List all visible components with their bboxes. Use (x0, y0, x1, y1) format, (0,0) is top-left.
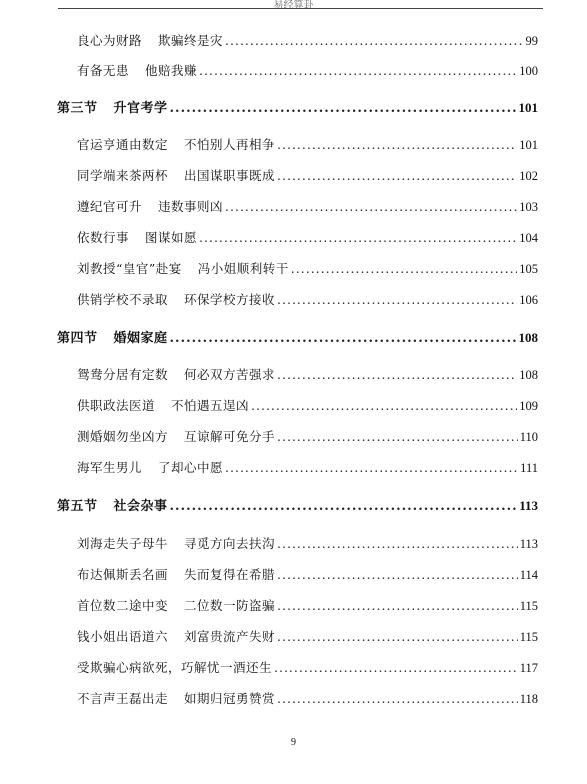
toc-section-heading[interactable] (57, 330, 538, 347)
toc-title-part-a: 供销学校不录取 (77, 292, 169, 307)
toc-dot-leader (277, 168, 517, 184)
toc-entry[interactable] (77, 230, 538, 246)
toc-entry[interactable] (77, 33, 538, 49)
toc-title-part-b: 婚姻家庭 (113, 331, 168, 346)
toc-dot-leader (170, 101, 517, 117)
toc-title-part-a: 同学端来茶两杯 (77, 168, 169, 183)
toc-title (77, 460, 223, 476)
toc-title (77, 660, 272, 676)
toc-title-part-a: 刘海走失子母牛 (77, 536, 169, 551)
toc-title-part-b: 社会杂事 (113, 499, 168, 514)
toc-page-number: 109 (519, 399, 538, 413)
toc-title-part-b: 欺骗终是灾 (158, 33, 224, 48)
toc-page-number: 104 (519, 231, 538, 245)
toc-title-part-b: 何必双方苦强求 (184, 367, 276, 382)
toc-page-number: 105 (519, 262, 538, 276)
toc-title-part-b: 不怕别人再相争 (184, 137, 276, 152)
toc-page-number: 110 (519, 430, 538, 444)
toc-dot-leader (199, 63, 517, 79)
toc-title-part-b: 互谅解可免分手 (184, 429, 276, 444)
toc-title-part-a: 海军生男儿 (77, 460, 143, 475)
toc-page-number: 113 (519, 537, 538, 551)
toc-entry[interactable] (77, 660, 538, 676)
toc-dot-leader (277, 598, 518, 614)
toc-title (77, 292, 275, 308)
toc-section-heading[interactable] (57, 100, 538, 117)
toc-page-number: 103 (519, 200, 538, 214)
toc-entry[interactable] (77, 199, 538, 215)
toc-title-part-a: 官运亨通由数定 (77, 137, 169, 152)
toc-entry[interactable] (77, 429, 538, 445)
toc-title-part-b: 了却心中愿 (158, 460, 224, 475)
toc-dot-leader (251, 398, 517, 414)
toc-title (77, 567, 275, 583)
toc-title (77, 199, 223, 215)
toc-dot-leader (277, 691, 518, 707)
toc-page-number: 108 (519, 368, 538, 382)
toc-title (57, 499, 168, 515)
toc-title-part-a: 受欺骗心病欲死，巧解忧一酒还生 (77, 660, 273, 675)
toc-title-part-a: 刘教授“皇官”赴宴 (77, 261, 182, 276)
toc-page-number: 101 (518, 100, 538, 115)
toc-entry[interactable] (77, 691, 538, 707)
toc-entry[interactable] (77, 63, 538, 79)
toc-title (77, 536, 275, 552)
toc-title (77, 230, 197, 246)
toc-page-number: 111 (520, 461, 538, 475)
toc-entry[interactable] (77, 598, 538, 614)
toc-page-number: 102 (519, 169, 538, 183)
toc-section-heading[interactable] (57, 498, 538, 515)
toc-title-part-b: 刘富贵流产失财 (184, 629, 276, 644)
toc-entry[interactable] (77, 367, 538, 383)
toc-dot-leader (277, 536, 518, 552)
toc-page-number: 115 (519, 630, 538, 644)
toc-entry[interactable] (77, 629, 538, 645)
toc-title-part-a: 不言声王磊出走 (77, 691, 169, 706)
toc-title (77, 629, 275, 645)
toc-title (57, 101, 168, 117)
toc-title-part-b: 寻觅方向去扶沟 (184, 536, 276, 551)
toc-title-part-b: 他赔我赚 (145, 63, 198, 78)
toc-title-part-b: 失而复得在希腊 (184, 567, 276, 582)
toc-title (77, 691, 275, 707)
toc-title-part-b: 冯小姐顺利转干 (197, 261, 289, 276)
toc-title (77, 63, 197, 79)
toc-dot-leader (199, 230, 517, 246)
page-number: 9 (291, 737, 296, 748)
toc-title-part-a: 鸳鸯分居有定数 (77, 367, 169, 382)
toc-title (77, 168, 275, 184)
toc-dot-leader (225, 460, 518, 476)
toc-title (77, 137, 275, 153)
toc-page-number: 114 (519, 568, 538, 582)
toc-title (77, 33, 223, 49)
toc-title-part-a: 供职政法医道 (77, 398, 156, 413)
toc-dot-leader (291, 261, 517, 277)
toc-dot-leader (225, 199, 517, 215)
toc-title-part-a: 有备无患 (77, 63, 130, 78)
toc-entry[interactable] (77, 536, 538, 552)
toc-title-part-b: 出国谋职事既成 (184, 168, 276, 183)
toc-title-part-b: 环保学校方接收 (184, 292, 276, 307)
toc-title (77, 598, 275, 614)
toc-entry[interactable] (77, 398, 538, 414)
toc-page-number: 108 (518, 330, 538, 345)
toc-entry[interactable] (77, 567, 538, 583)
toc-title-part-a: 布达佩斯丢名画 (77, 567, 169, 582)
toc-title-part-a: 遵纪官可升 (77, 199, 143, 214)
toc-title (77, 367, 275, 383)
toc-page-number: 99 (525, 34, 538, 48)
toc-title-part-b: 如期归冠勇赞赏 (184, 691, 276, 706)
toc-title-part-a: 第四节 (57, 331, 98, 346)
toc-title-part-a: 首位数二途中变 (77, 598, 169, 613)
toc-entry[interactable] (77, 137, 538, 153)
toc-dot-leader (274, 660, 518, 676)
toc-title-part-b: 图谋如愿 (145, 230, 198, 245)
toc-title-part-b: 二位数一防盗骗 (184, 598, 276, 613)
toc-dot-leader (277, 292, 517, 308)
toc-page-number: 100 (519, 64, 538, 78)
toc-dot-leader (170, 331, 517, 347)
toc-title (77, 429, 275, 445)
toc-page-number: 101 (519, 138, 538, 152)
toc-title-part-a: 第三节 (57, 101, 98, 116)
toc-title (77, 261, 289, 277)
toc-entry[interactable] (77, 292, 538, 308)
toc-dot-leader (277, 629, 518, 645)
toc-entry[interactable] (77, 261, 538, 277)
toc-dot-leader (277, 367, 517, 383)
toc-title-part-b: 升官考学 (113, 101, 168, 116)
toc-title-part-a: 钱小姐出语道六 (77, 629, 169, 644)
toc-title-part-b: 违数事则凶 (158, 199, 224, 214)
toc-dot-leader (225, 33, 523, 49)
toc-entry[interactable] (77, 168, 538, 184)
toc-page-number: 106 (519, 293, 538, 307)
toc-dot-leader (170, 499, 518, 515)
toc-title-part-a: 第五节 (57, 499, 98, 514)
toc-page-number: 117 (519, 661, 538, 675)
toc-page-number: 118 (519, 692, 538, 706)
toc-title (57, 331, 168, 347)
toc-title (77, 398, 249, 414)
toc-dot-leader (277, 137, 517, 153)
toc-title-part-a: 依数行事 (77, 230, 130, 245)
toc-entry[interactable] (77, 460, 538, 476)
toc-page-number: 113 (519, 498, 538, 513)
toc-dot-leader (277, 567, 518, 583)
toc-dot-leader (277, 429, 518, 445)
toc-title-part-a: 良心为财路 (77, 33, 143, 48)
running-header: 易经算卦 (273, 0, 314, 11)
toc-page-number: 115 (519, 599, 538, 613)
toc-title-part-a: 测婚姻勿坐凶方 (77, 429, 169, 444)
toc-title-part-b: 不怕遇五逞凶 (171, 398, 250, 413)
